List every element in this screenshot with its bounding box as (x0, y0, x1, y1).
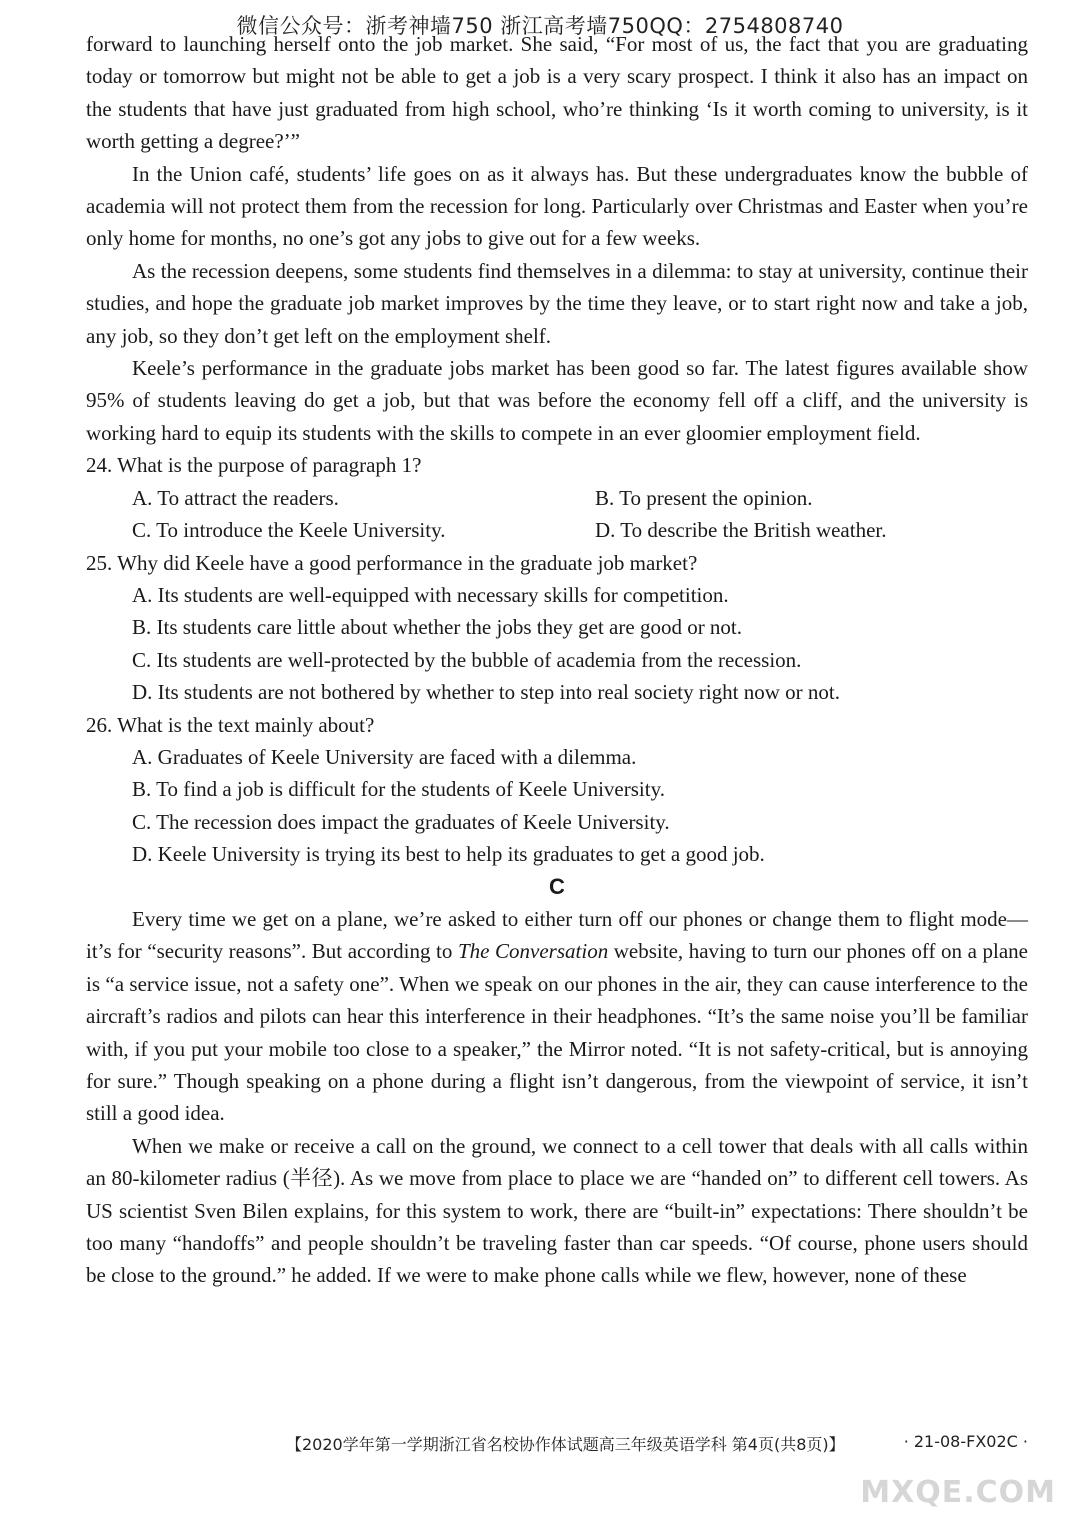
question-stem: 25. Why did Keele have a good performance in the graduate job market? (86, 550, 698, 575)
passage-c-paragraph-2: When we make or receive a call on the ground, we connect to a cell tower that deals with all calls within an 80-kilometer radius (半径). As we move from place to place we are “handed on” to different cell towers. As US scientist Sven Bilen explains, for this system to work, there are “built-in” expectations: There shouldn’t be too many “handoffs” and people shouldn’t be traveling faster than car speeds. “Of course, phone users should be close to the ground.” he added. If we were to make phone calls while we flew, however, none of these (86, 1133, 1028, 1288)
passage-b-paragraph-0: forward to launching herself onto the job market. She said, “For most of us, the fact that you are graduating today or tomorrow but might not be able to get a job is a very scary prospect. I think it also has an impact on the students that have just graduated from high school, who’re thinking ‘Is it worth coming to university, is it worth getting a degree?’” (86, 32, 1028, 154)
option-b: B. To present the opinion. (595, 485, 813, 510)
option-c: C. To introduce the Keele University. (132, 518, 446, 543)
passage-c-text: website, having to turn our phones off on a plane is “a service issue, not a safety one”. When we speak on our phones in the air, they can cause interference to the aircraft’s radios and pilots can hear this interference in their headphones. “It’s the same noise you’ll be familiar with, if you put your mobile too close to a speaker,” the Mirror noted. “It is not safety-critical, but is annoying for sure.” Though speaking on a phone during a flight isn’t dangerous, from the viewpoint of service, it isn’t still a good idea. (86, 939, 1028, 1126)
page-footer (86, 1432, 1028, 1455)
document-body (86, 28, 1028, 1292)
question-25 (86, 547, 1028, 709)
passage-c-text: Every time we get on a plane, we’re asked to either turn off our phones or change them to flight mode—it’s for “security reasons”. But according to (86, 906, 1028, 964)
watermark-text: 微信公众号：浙考神墙750 浙江高考墙750QQ：2754808740 (236, 14, 844, 38)
option-d: D. Its students are not bothered by whether to step into real society right now or not. (132, 680, 841, 705)
option-c: C. The recession does impact the graduates of Keele University. (132, 809, 670, 834)
option-d: D. Keele University is trying its best to help its graduates to get a good job. (132, 842, 765, 867)
passage-b-paragraph-1: In the Union café, students’ life goes on as it always has. But these undergraduates know the bubble of academia will not protect them from the recession for long. Particularly over Christmas and Easter when you’re only home for months, no one’s got any jobs to give out for a few weeks. (86, 161, 1028, 251)
question-26 (86, 709, 1028, 871)
option-b: B. To find a job is difficult for the students of Keele University. (132, 777, 665, 802)
passage-b-paragraph-3: Keele’s performance in the graduate jobs market has been good so far. The latest figures available show 95% of students leaving do get a job, but that was before the economy fell off a cliff, and the university is working hard to equip its students with the skills to compete in an ever gloomier employment field. (86, 356, 1028, 445)
section-heading-c: C (549, 873, 565, 899)
passage-c-paragraph-1 (86, 903, 1028, 1130)
option-d: D. To describe the British weather. (595, 518, 887, 543)
option-a: A. Graduates of Keele University are faced with a dilemma. (132, 744, 637, 769)
website-title: The Conversation (457, 939, 609, 964)
option-a: A. To attract the readers. (132, 485, 339, 510)
question-24 (86, 449, 1028, 546)
option-b: B. Its students care little about whether the jobs they get are good or not. (132, 615, 743, 640)
question-stem: 24. What is the purpose of paragraph 1? (86, 453, 422, 478)
passage-b-paragraph-2: As the recession deepens, some students find themselves in a dilemma: to stay at university, continue their studies, and hope the graduate job market improves by the time they leave, or to start right now and take a job, any job, so they don’t get left on the employment shelf. (86, 258, 1028, 348)
site-logo-watermark: MXQE.COM (860, 1475, 1056, 1510)
question-options (86, 482, 1028, 547)
option-c: C. Its students are well-protected by the bubble of academia from the recession. (132, 647, 802, 672)
footer-exam-info: 【2020学年第一学期浙江省名校协作体试题高三年级英语学科 第4页(共8页)】 (286, 1435, 845, 1454)
option-a: A. Its students are well-equipped with necessary skills for competition. (132, 582, 729, 607)
footer-code: · 21-08-FX02C · (903, 1432, 1028, 1451)
question-stem: 26. What is the text mainly about? (86, 712, 375, 737)
